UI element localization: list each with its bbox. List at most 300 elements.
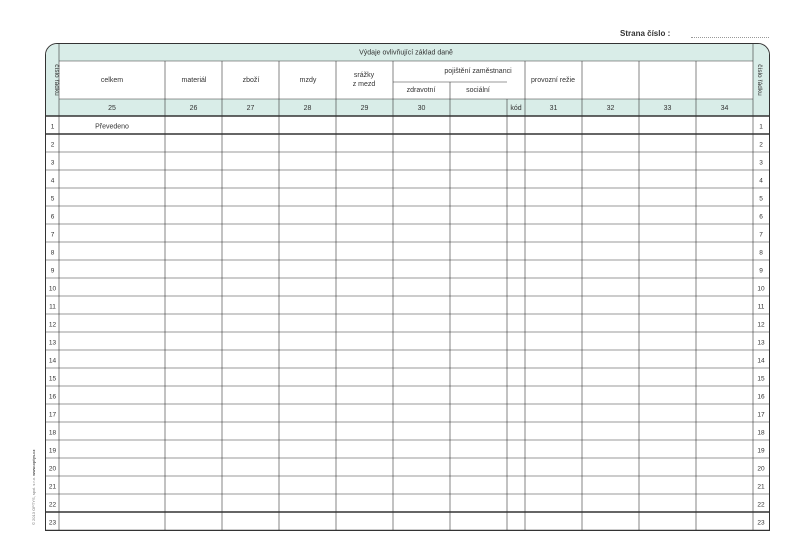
ledger-cell[interactable]	[508, 441, 525, 458]
ledger-cell[interactable]	[166, 477, 222, 494]
column-number-30: 30	[417, 105, 426, 112]
ledger-cell[interactable]	[166, 261, 222, 278]
col-header-social: sociální	[466, 87, 490, 94]
ledger-cell[interactable]	[60, 513, 165, 530]
ledger-cell[interactable]	[451, 495, 507, 512]
ledger-cell[interactable]	[60, 153, 165, 170]
ledger-cell[interactable]	[223, 333, 279, 350]
ledger-cell[interactable]	[60, 441, 165, 458]
ledger-cell[interactable]	[583, 153, 639, 170]
ledger-cell[interactable]	[337, 495, 393, 512]
ledger-cell[interactable]	[508, 495, 525, 512]
ledger-cell[interactable]	[394, 225, 450, 242]
ledger-cell[interactable]	[640, 153, 696, 170]
ledger-cell[interactable]	[508, 333, 525, 350]
ledger-cell[interactable]	[166, 225, 222, 242]
ledger-cell[interactable]	[640, 513, 696, 530]
ledger-cell[interactable]	[223, 279, 279, 296]
ledger-cell[interactable]	[223, 135, 279, 152]
ledger-cell[interactable]	[394, 369, 450, 386]
ledger-cell[interactable]	[337, 279, 393, 296]
ledger-cell[interactable]	[337, 459, 393, 476]
column-number-28: 28	[303, 105, 312, 112]
ledger-cell[interactable]	[697, 171, 753, 188]
ledger-cell[interactable]	[394, 189, 450, 206]
ledger-cell[interactable]	[60, 207, 165, 224]
ledger-cell[interactable]	[337, 333, 393, 350]
ledger-cell[interactable]	[697, 459, 753, 476]
ledger-cell[interactable]	[697, 117, 753, 134]
ledger-cell[interactable]	[451, 369, 507, 386]
ledger-cell[interactable]	[451, 171, 507, 188]
ledger-cell[interactable]	[526, 279, 582, 296]
ledger-cell[interactable]	[166, 369, 222, 386]
row-number-right-7: 7	[759, 231, 763, 239]
ledger-cell[interactable]	[337, 369, 393, 386]
ledger-cell[interactable]	[60, 333, 165, 350]
ledger-cell[interactable]	[280, 495, 336, 512]
ledger-cell[interactable]	[166, 459, 222, 476]
col-header-health: zdravotní	[406, 87, 436, 94]
ledger-cell[interactable]	[166, 513, 222, 530]
ledger-cell[interactable]	[640, 171, 696, 188]
row-number-right-3: 3	[759, 159, 763, 167]
row-number-left-18: 18	[48, 429, 57, 437]
ledger-cell[interactable]	[223, 171, 279, 188]
ledger-cell[interactable]	[508, 423, 525, 440]
ledger-cell[interactable]	[166, 297, 222, 314]
ledger-cell[interactable]	[60, 261, 165, 278]
ledger-cell[interactable]	[508, 369, 525, 386]
ledger-cell[interactable]	[508, 243, 525, 260]
ledger-cell[interactable]	[640, 261, 696, 278]
ledger-cell[interactable]	[640, 477, 696, 494]
ledger-cell[interactable]	[280, 477, 336, 494]
ledger-cell[interactable]	[280, 423, 336, 440]
column-number-27: 27	[246, 105, 255, 112]
ledger-cell[interactable]	[337, 189, 393, 206]
ledger-cell[interactable]	[697, 279, 753, 296]
ledger-cell[interactable]	[337, 405, 393, 422]
ledger-cell[interactable]	[583, 423, 639, 440]
ledger-cell[interactable]	[166, 315, 222, 332]
ledger-cell[interactable]	[583, 459, 639, 476]
ledger-cell[interactable]	[508, 279, 525, 296]
ledger-cell[interactable]	[640, 333, 696, 350]
ledger-cell[interactable]	[60, 495, 165, 512]
ledger-cell[interactable]	[223, 423, 279, 440]
ledger-cell[interactable]	[697, 351, 753, 368]
ledger-cell[interactable]	[508, 315, 525, 332]
ledger-cell[interactable]	[583, 441, 639, 458]
ledger-cell[interactable]	[508, 117, 525, 134]
ledger-cell[interactable]	[394, 477, 450, 494]
ledger-cell[interactable]	[640, 369, 696, 386]
ledger-cell[interactable]	[280, 441, 336, 458]
ledger-cell[interactable]	[394, 171, 450, 188]
ledger-cell[interactable]	[223, 189, 279, 206]
ledger-cell[interactable]	[697, 297, 753, 314]
ledger-cell[interactable]	[526, 513, 582, 530]
ledger-cell[interactable]	[451, 459, 507, 476]
ledger-cell[interactable]	[337, 135, 393, 152]
ledger-cell[interactable]	[223, 369, 279, 386]
ledger-cell[interactable]	[526, 387, 582, 404]
ledger-cell[interactable]	[640, 459, 696, 476]
ledger-cell[interactable]	[583, 207, 639, 224]
row-number-left-5: 5	[50, 195, 55, 203]
ledger-cell[interactable]	[394, 459, 450, 476]
ledger-cell[interactable]	[526, 171, 582, 188]
ledger-cell[interactable]	[640, 225, 696, 242]
ledger-cell[interactable]	[166, 135, 222, 152]
ledger-cell[interactable]	[640, 279, 696, 296]
ledger-cell[interactable]	[526, 459, 582, 476]
ledger-cell[interactable]	[280, 261, 336, 278]
ledger-cell[interactable]	[451, 297, 507, 314]
ledger-cell[interactable]	[583, 189, 639, 206]
ledger-cell[interactable]	[337, 225, 393, 242]
ledger-cell[interactable]	[337, 441, 393, 458]
ledger-cell[interactable]	[526, 117, 582, 134]
ledger-cell[interactable]	[280, 243, 336, 260]
ledger-cell[interactable]	[451, 189, 507, 206]
ledger-cell[interactable]	[337, 423, 393, 440]
ledger-cell[interactable]	[223, 225, 279, 242]
ledger-cell[interactable]	[223, 207, 279, 224]
ledger-cell[interactable]	[526, 333, 582, 350]
ledger-cell[interactable]	[451, 387, 507, 404]
ledger-cell[interactable]	[508, 513, 525, 530]
ledger-cell[interactable]	[451, 351, 507, 368]
ledger-cell[interactable]	[508, 387, 525, 404]
ledger-cell[interactable]	[526, 261, 582, 278]
ledger-cell[interactable]	[337, 261, 393, 278]
ledger-cell[interactable]	[394, 405, 450, 422]
ledger-cell[interactable]	[60, 405, 165, 422]
ledger-cell[interactable]	[451, 333, 507, 350]
ledger-cell[interactable]	[640, 135, 696, 152]
ledger-cell[interactable]	[640, 117, 696, 134]
col-header-material: materiál	[181, 77, 207, 84]
ledger-cell[interactable]	[166, 423, 222, 440]
ledger-cell[interactable]	[337, 315, 393, 332]
ledger-cell[interactable]	[223, 153, 279, 170]
ledger-cell[interactable]	[451, 423, 507, 440]
row-number-left-8: 8	[50, 249, 55, 257]
ledger-cell[interactable]	[697, 135, 753, 152]
ledger-cell[interactable]	[394, 423, 450, 440]
ledger-cell[interactable]	[223, 477, 279, 494]
ledger-cell[interactable]	[508, 153, 525, 170]
ledger-cell[interactable]	[583, 513, 639, 530]
ledger-cell[interactable]	[697, 189, 753, 206]
ledger-cell[interactable]	[280, 117, 336, 134]
ledger-cell[interactable]	[60, 351, 165, 368]
row-number-left-14: 14	[48, 357, 57, 365]
ledger-cell[interactable]	[60, 297, 165, 314]
ledger-cell[interactable]	[697, 369, 753, 386]
ledger-cell[interactable]	[337, 243, 393, 260]
ledger-cell[interactable]	[223, 297, 279, 314]
ledger-cell[interactable]	[280, 369, 336, 386]
ledger-cell[interactable]	[583, 117, 639, 134]
ledger-cell[interactable]	[451, 315, 507, 332]
ledger-cell[interactable]	[166, 387, 222, 404]
row-number-left-19: 19	[48, 447, 57, 455]
col-header-code: kód	[510, 105, 522, 112]
ledger-cell[interactable]	[223, 495, 279, 512]
ledger-cell[interactable]	[280, 387, 336, 404]
ledger-cell[interactable]	[166, 117, 222, 134]
ledger-cell[interactable]	[280, 459, 336, 476]
ledger-cell[interactable]	[394, 153, 450, 170]
ledger-cell[interactable]	[640, 207, 696, 224]
ledger-cell[interactable]	[697, 387, 753, 404]
row-number-left-11: 11	[49, 303, 56, 311]
ledger-cell[interactable]	[508, 261, 525, 278]
ledger-cell[interactable]	[166, 207, 222, 224]
ledger-cell[interactable]	[166, 243, 222, 260]
ledger-cell[interactable]	[337, 387, 393, 404]
ledger-cell[interactable]	[337, 117, 393, 134]
ledger-cell[interactable]	[394, 513, 450, 530]
ledger-cell[interactable]	[394, 261, 450, 278]
ledger-cell[interactable]	[640, 405, 696, 422]
ledger-cell[interactable]	[60, 459, 165, 476]
ledger-cell[interactable]	[583, 225, 639, 242]
ledger-cell[interactable]	[526, 153, 582, 170]
ledger-cell[interactable]	[166, 333, 222, 350]
ledger-cell[interactable]	[640, 423, 696, 440]
ledger-cell[interactable]	[337, 171, 393, 188]
ledger-cell[interactable]	[451, 477, 507, 494]
ledger-cell[interactable]	[223, 459, 279, 476]
ledger-cell[interactable]	[337, 207, 393, 224]
ledger-cell[interactable]	[166, 405, 222, 422]
ledger-cell[interactable]	[451, 441, 507, 458]
ledger-cell[interactable]	[697, 477, 753, 494]
ledger-cell[interactable]	[526, 135, 582, 152]
ledger-cell[interactable]	[394, 297, 450, 314]
ledger-cell[interactable]	[60, 279, 165, 296]
ledger-cell[interactable]	[337, 351, 393, 368]
ledger-cell[interactable]	[451, 261, 507, 278]
page-number-field[interactable]	[691, 37, 769, 38]
row-number-right-18: 18	[757, 429, 765, 437]
ledger-cell[interactable]	[583, 477, 639, 494]
ledger-cell[interactable]	[583, 405, 639, 422]
ledger-cell[interactable]	[394, 441, 450, 458]
ledger-cell[interactable]	[697, 153, 753, 170]
ledger-cell[interactable]	[280, 225, 336, 242]
ledger-cell[interactable]	[697, 495, 753, 512]
ledger-cell[interactable]	[451, 279, 507, 296]
ledger-cell[interactable]	[394, 279, 450, 296]
ledger-cell[interactable]	[280, 153, 336, 170]
ledger-cell[interactable]	[394, 135, 450, 152]
ledger-cell[interactable]	[526, 495, 582, 512]
ledger-cell[interactable]	[223, 441, 279, 458]
ledger-cell[interactable]	[640, 351, 696, 368]
ledger-cell[interactable]	[508, 477, 525, 494]
ledger-cell[interactable]	[451, 225, 507, 242]
row-number-right-16: 16	[757, 393, 765, 401]
ledger-cell[interactable]	[166, 171, 222, 188]
ledger-cell[interactable]	[526, 405, 582, 422]
ledger-cell[interactable]	[451, 153, 507, 170]
ledger-cell[interactable]	[451, 135, 507, 152]
ledger-cell[interactable]	[451, 513, 507, 530]
ledger-cell[interactable]	[394, 315, 450, 332]
ledger-cell[interactable]	[451, 207, 507, 224]
ledger-cell[interactable]	[60, 387, 165, 404]
ledger-cell[interactable]	[508, 405, 525, 422]
ledger-cell[interactable]	[526, 351, 582, 368]
ledger-cell[interactable]	[697, 207, 753, 224]
ledger-cell[interactable]	[223, 351, 279, 368]
ledger-cell[interactable]	[697, 513, 753, 530]
ledger-cell[interactable]	[640, 495, 696, 512]
ledger-cell[interactable]	[60, 135, 165, 152]
ledger-cell[interactable]	[337, 513, 393, 530]
ledger-cell[interactable]	[526, 243, 582, 260]
ledger-cell[interactable]	[166, 279, 222, 296]
ledger-cell[interactable]	[166, 153, 222, 170]
ledger-cell[interactable]	[583, 387, 639, 404]
ledger-cell[interactable]	[583, 261, 639, 278]
ledger-cell[interactable]	[583, 315, 639, 332]
ledger-cell[interactable]	[451, 243, 507, 260]
ledger-cell[interactable]	[60, 315, 165, 332]
ledger-cell[interactable]	[526, 225, 582, 242]
row-number-left-12: 12	[48, 321, 57, 329]
ledger-cell[interactable]	[697, 225, 753, 242]
ledger-cell[interactable]	[583, 369, 639, 386]
ledger-cell[interactable]	[394, 387, 450, 404]
ledger-cell[interactable]	[697, 333, 753, 350]
ledger-cell[interactable]	[60, 171, 165, 188]
ledger-cell[interactable]	[526, 207, 582, 224]
ledger-cell[interactable]	[526, 297, 582, 314]
ledger-cell[interactable]	[60, 243, 165, 260]
ledger-cell[interactable]	[697, 441, 753, 458]
ledger-cell[interactable]	[508, 207, 525, 224]
ledger-cell[interactable]	[526, 189, 582, 206]
ledger-cell[interactable]	[280, 135, 336, 152]
ledger-cell[interactable]	[223, 117, 279, 134]
ledger-cell[interactable]	[394, 243, 450, 260]
ledger-cell[interactable]	[223, 261, 279, 278]
ledger-cell[interactable]	[640, 441, 696, 458]
ledger-cell[interactable]	[697, 243, 753, 260]
ledger-cell[interactable]	[280, 351, 336, 368]
ledger-cell[interactable]	[223, 315, 279, 332]
ledger-cell[interactable]	[394, 495, 450, 512]
ledger-cell[interactable]	[223, 513, 279, 530]
ledger-cell[interactable]	[280, 405, 336, 422]
ledger-cell[interactable]	[280, 171, 336, 188]
ledger-cell[interactable]	[394, 207, 450, 224]
ledger-cell[interactable]	[526, 369, 582, 386]
row-1-carried-forward: Převedeno	[95, 123, 129, 131]
ledger-cell[interactable]	[60, 423, 165, 440]
ledger-cell[interactable]	[526, 423, 582, 440]
row-number-left-22: 22	[48, 501, 57, 509]
ledger-cell[interactable]	[60, 225, 165, 242]
ledger-cell[interactable]	[280, 315, 336, 332]
ledger-cell[interactable]	[526, 477, 582, 494]
row-number-right-8: 8	[759, 249, 763, 257]
ledger-cell[interactable]	[223, 405, 279, 422]
ledger-cell[interactable]	[451, 117, 507, 134]
ledger-cell[interactable]	[280, 189, 336, 206]
ledger-cell[interactable]	[583, 333, 639, 350]
ledger-cell[interactable]	[280, 297, 336, 314]
ledger-cell[interactable]	[280, 513, 336, 530]
ledger-cell[interactable]	[697, 315, 753, 332]
ledger-cell[interactable]	[583, 279, 639, 296]
ledger-cell[interactable]	[394, 117, 450, 134]
ledger-cell[interactable]	[508, 135, 525, 152]
ledger-cell[interactable]	[583, 135, 639, 152]
ledger-cell[interactable]	[60, 369, 165, 386]
ledger-cell[interactable]	[166, 495, 222, 512]
ledger-cell[interactable]	[640, 243, 696, 260]
ledger-cell[interactable]	[508, 459, 525, 476]
ledger-cell[interactable]	[508, 297, 525, 314]
ledger-cell[interactable]	[451, 405, 507, 422]
ledger-cell[interactable]	[583, 351, 639, 368]
ledger-cell[interactable]	[640, 297, 696, 314]
row-number-right-2: 2	[759, 141, 763, 149]
ledger-cell[interactable]	[394, 351, 450, 368]
ledger-cell[interactable]	[508, 189, 525, 206]
ledger-cell[interactable]	[166, 441, 222, 458]
ledger-cell[interactable]	[166, 351, 222, 368]
ledger-cell[interactable]	[223, 243, 279, 260]
ledger-cell[interactable]	[526, 315, 582, 332]
ledger-cell[interactable]	[394, 333, 450, 350]
ledger-cell[interactable]	[337, 153, 393, 170]
ledger-cell[interactable]	[337, 477, 393, 494]
ledger-cell[interactable]	[508, 351, 525, 368]
ledger-cell[interactable]	[60, 189, 165, 206]
ledger-cell[interactable]	[640, 189, 696, 206]
ledger-cell[interactable]	[640, 315, 696, 332]
ledger-cell[interactable]	[280, 279, 336, 296]
ledger-cell[interactable]	[60, 477, 165, 494]
publisher-copyright: © 2013 OPTYS, spol. s r.o.	[31, 476, 36, 525]
ledger-cell[interactable]	[697, 423, 753, 440]
ledger-cell[interactable]	[166, 189, 222, 206]
ledger-cell[interactable]	[697, 261, 753, 278]
ledger-cell[interactable]	[280, 207, 336, 224]
ledger-cell[interactable]	[583, 495, 639, 512]
ledger-cell[interactable]	[508, 171, 525, 188]
ledger-cell[interactable]	[583, 243, 639, 260]
ledger-cell[interactable]	[640, 387, 696, 404]
ledger-cell[interactable]	[583, 171, 639, 188]
column-number-29: 29	[360, 105, 369, 112]
ledger-cell[interactable]	[508, 225, 525, 242]
ledger-cell[interactable]	[526, 441, 582, 458]
ledger-cell[interactable]	[697, 405, 753, 422]
ledger-cell[interactable]	[223, 387, 279, 404]
ledger-cell[interactable]	[280, 333, 336, 350]
ledger-cell[interactable]	[337, 297, 393, 314]
ledger-cell[interactable]	[583, 297, 639, 314]
